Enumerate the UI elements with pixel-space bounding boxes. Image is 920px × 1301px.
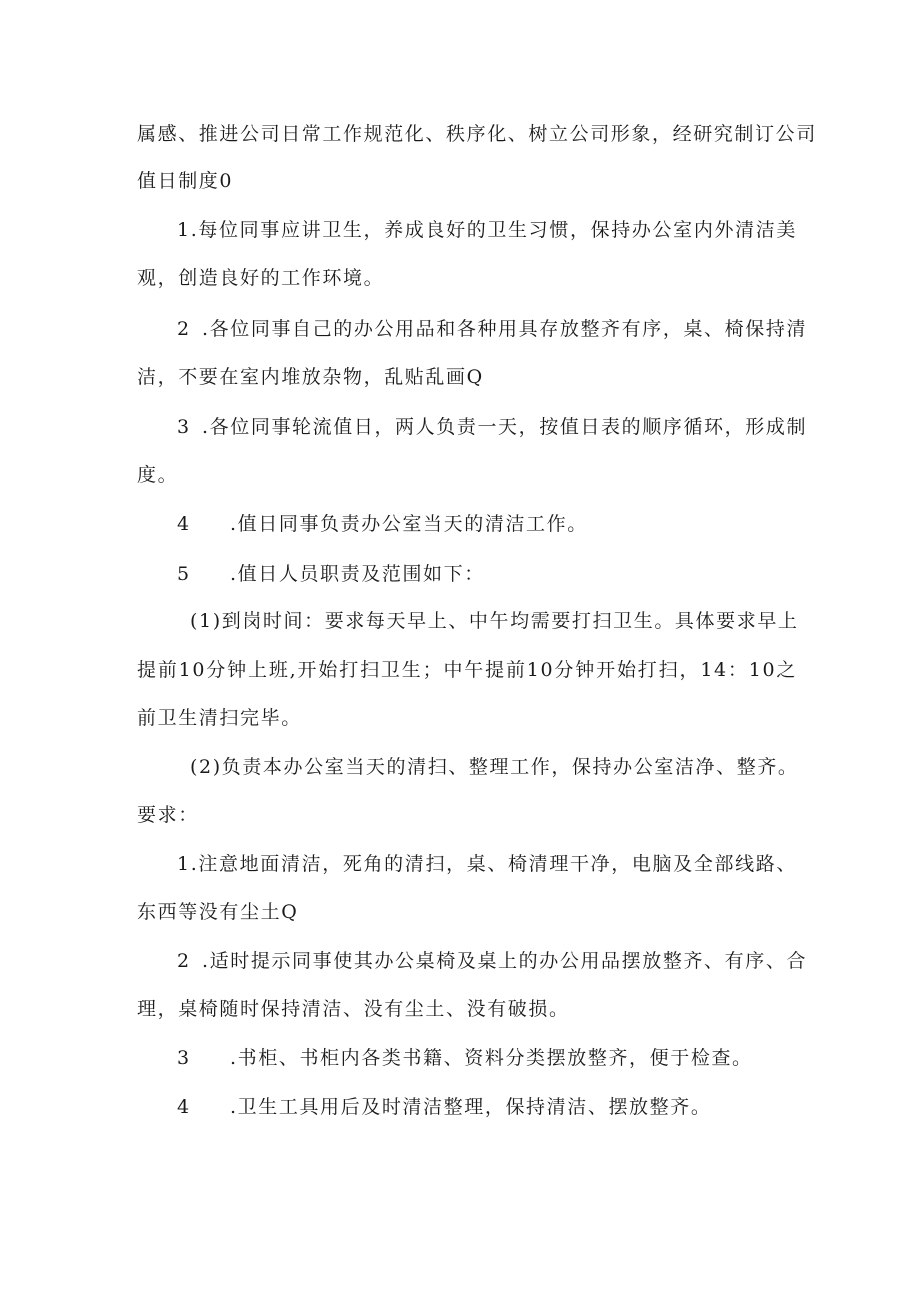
sub-1-line-2: 提前10分钟上班,开始打扫卫生；中午提前10分钟开始打扫，14：10之 <box>137 659 797 681</box>
intro-line-2: 值日制度0 <box>137 170 234 192</box>
req-2-line-2: 理，桌椅随时保持清洁、没有尘土、没有破损。 <box>137 998 570 1020</box>
item-2-number: 2 <box>177 318 190 340</box>
item-3-line-1: .各位同事轮流值日，两人负责一天，按值日表的顺序循环，形成制 <box>202 416 808 438</box>
item-3-line-2: 度。 <box>137 464 179 486</box>
item-5-number: 5 <box>177 563 190 585</box>
sub-1-line-3: 前卫生清扫完毕。 <box>137 707 302 729</box>
item-4-line-1: .值日同事负责办公室当天的清洁工作。 <box>230 513 588 535</box>
req-1-line-2: 东西等没有尘土Q <box>137 901 299 923</box>
req-3-line-1: .书柜、书柜内各类书籍、资料分类摆放整齐，便于检查。 <box>230 1047 753 1069</box>
item-3-number: 3 <box>177 416 190 438</box>
item-1-line-1: 1.每位同事应讲卫生，养成良好的卫生习惯，保持办公室内外清洁美 <box>177 219 797 241</box>
sub-2-line-1: (2)负责本办公室当天的清扫、整理工作，保持办公室洁净、整齐。 <box>190 756 799 778</box>
sub-1-line-1: (1)到岗时间：要求每天早上、中午均需要打扫卫生。具体要求早上 <box>190 610 799 632</box>
req-4-number: 4 <box>177 1096 190 1118</box>
item-2-line-1: .各位同事自己的办公用品和各种用具存放整齐有序，桌、椅保持清 <box>202 318 808 340</box>
intro-line-1: 属感、推进公司日常工作规范化、秩序化、树立公司形象，经研究制订公司 <box>137 123 817 145</box>
req-2-number: 2 <box>177 950 190 972</box>
sub-2-line-2: 要求： <box>137 804 199 826</box>
req-3-number: 3 <box>177 1047 190 1069</box>
req-1-line-1: 1.注意地面清洁，死角的清扫，桌、椅清理干净，电脑及全部线路、 <box>177 853 797 875</box>
req-2-line-1: .适时提示同事使其办公桌椅及桌上的办公用品摆放整齐、有序、合 <box>202 950 808 972</box>
req-4-line-1: .卫生工具用后及时清洁整理，保持清洁、摆放整齐。 <box>230 1096 712 1118</box>
item-5-line-1: .值日人员职责及范围如下： <box>230 563 485 585</box>
item-4-number: 4 <box>177 513 190 535</box>
item-1-line-2: 观，创造良好的工作环境。 <box>137 267 385 289</box>
item-2-line-2: 洁，不要在室内堆放杂物，乱贴乱画Q <box>137 366 484 388</box>
